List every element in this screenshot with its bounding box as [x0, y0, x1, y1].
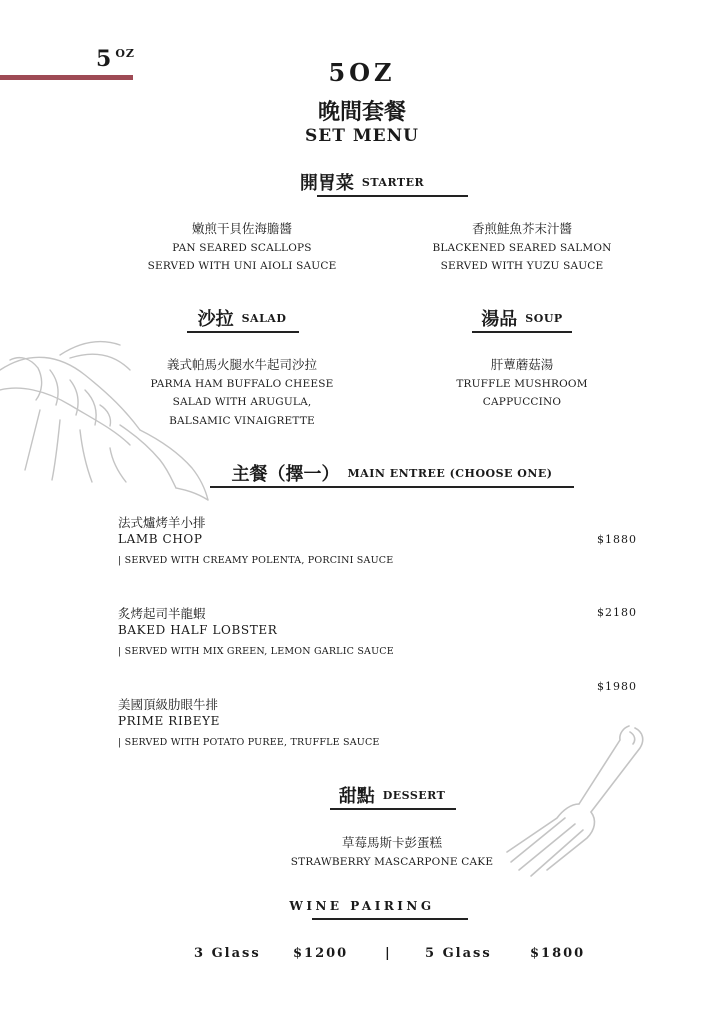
- starter-item-zh: 香煎鮭魚芥末汁醬: [471, 221, 572, 236]
- main-heading-zh: 主餐（擇一）: [231, 464, 340, 485]
- wine-separator: |: [385, 946, 392, 961]
- entree-item: [118, 696, 538, 748]
- salad-heading-zh: 沙拉: [197, 309, 234, 330]
- main-heading: [162, 460, 622, 486]
- wine-pairing-title: WINE PAIRING: [289, 899, 435, 913]
- entree-price: $1880: [597, 533, 637, 546]
- wine-pairing-underline: [312, 918, 468, 920]
- wine-option-price: $1200: [293, 946, 349, 961]
- salad-heading: [142, 305, 342, 331]
- dessert-item: [262, 834, 522, 871]
- dessert-underline: [330, 808, 456, 810]
- salad-heading-en: SALAD: [241, 311, 287, 325]
- starter-item-desc: SERVED WITH YUZU SAUCE: [440, 260, 604, 272]
- starter-item: [122, 220, 362, 276]
- entree-note: | SERVED WITH POTATO PUREE, TRUFFLE SAUCE: [118, 737, 380, 748]
- brand-number: 5: [96, 46, 112, 72]
- soup-item-en: CAPPUCCINO: [482, 396, 562, 408]
- soup-item: [400, 356, 644, 412]
- salad-underline: [187, 331, 299, 333]
- soup-item-zh: 肝蕈蘑菇湯: [490, 357, 554, 372]
- starter-heading-zh: 開胃菜: [299, 173, 354, 194]
- menu-title-en: SET MENU: [305, 126, 419, 146]
- starter-item-en: PAN SEARED SCALLOPS: [172, 241, 312, 254]
- dessert-item-zh: 草莓馬斯卡彭蛋糕: [341, 835, 442, 850]
- entree-price: $2180: [597, 606, 637, 619]
- entree-note: | SERVED WITH CREAMY POLENTA, PORCINI SAUCE: [118, 555, 394, 566]
- starter-item-desc: SERVED WITH UNI AIOLI SAUCE: [147, 260, 337, 272]
- soup-underline: [472, 331, 572, 333]
- dessert-heading: [292, 782, 492, 808]
- soup-item-en: TRUFFLE MUSHROOM: [456, 377, 588, 390]
- entree-item: [118, 514, 538, 566]
- entree-name-zh: 法式爐烤羊小排: [118, 515, 206, 530]
- entree-note: | SERVED WITH MIX GREEN, LEMON GARLIC SAUCE: [118, 646, 394, 657]
- starter-underline: [317, 195, 468, 197]
- entree-name-zh: 炙烤起司半龍蝦: [118, 606, 206, 621]
- starter-heading: [262, 169, 462, 195]
- restaurant-title: 5OZ: [328, 58, 396, 87]
- entree-name-en: PRIME RIBEYE: [118, 714, 220, 728]
- starter-heading-en: STARTER: [361, 175, 425, 189]
- starter-item: [400, 220, 644, 276]
- main-underline: [210, 486, 574, 488]
- salad-item: [122, 356, 362, 430]
- entree-name-zh: 美國頂級肋眼牛排: [118, 697, 219, 712]
- main-heading-en: MAIN ENTREE (CHOOSE ONE): [347, 466, 553, 480]
- dessert-heading-zh: 甜點: [338, 786, 375, 807]
- dessert-item-en: STRAWBERRY MASCARPONE CAKE: [290, 855, 494, 868]
- salad-item-en: SALAD WITH ARUGULA,: [172, 396, 312, 408]
- soup-heading-en: SOUP: [525, 311, 563, 325]
- dessert-heading-en: DESSERT: [382, 788, 446, 802]
- soup-heading-zh: 湯品: [481, 309, 518, 330]
- wine-option-label: 3 Glass: [194, 946, 261, 961]
- salad-item-zh: 義式帕馬火腿水牛起司沙拉: [166, 357, 317, 372]
- entree-name-en: LAMB CHOP: [118, 532, 203, 546]
- starter-item-zh: 嫩煎干貝佐海膽醬: [191, 221, 292, 236]
- menu-title-zh: 晚間套餐: [317, 100, 406, 125]
- wine-option-label: 5 Glass: [425, 946, 492, 961]
- entree-item: [118, 605, 538, 657]
- soup-heading: [422, 305, 622, 331]
- wine-option-price: $1800: [530, 946, 586, 961]
- brand-unit: OZ: [115, 47, 135, 60]
- starter-item-en: BLACKENED SEARED SALMON: [432, 241, 612, 254]
- salad-item-en: BALSAMIC VINAIGRETTE: [169, 414, 315, 427]
- entree-name-en: BAKED HALF LOBSTER: [118, 623, 278, 637]
- salad-item-en: PARMA HAM BUFFALO CHEESE: [150, 377, 334, 390]
- entree-price: $1980: [597, 680, 637, 693]
